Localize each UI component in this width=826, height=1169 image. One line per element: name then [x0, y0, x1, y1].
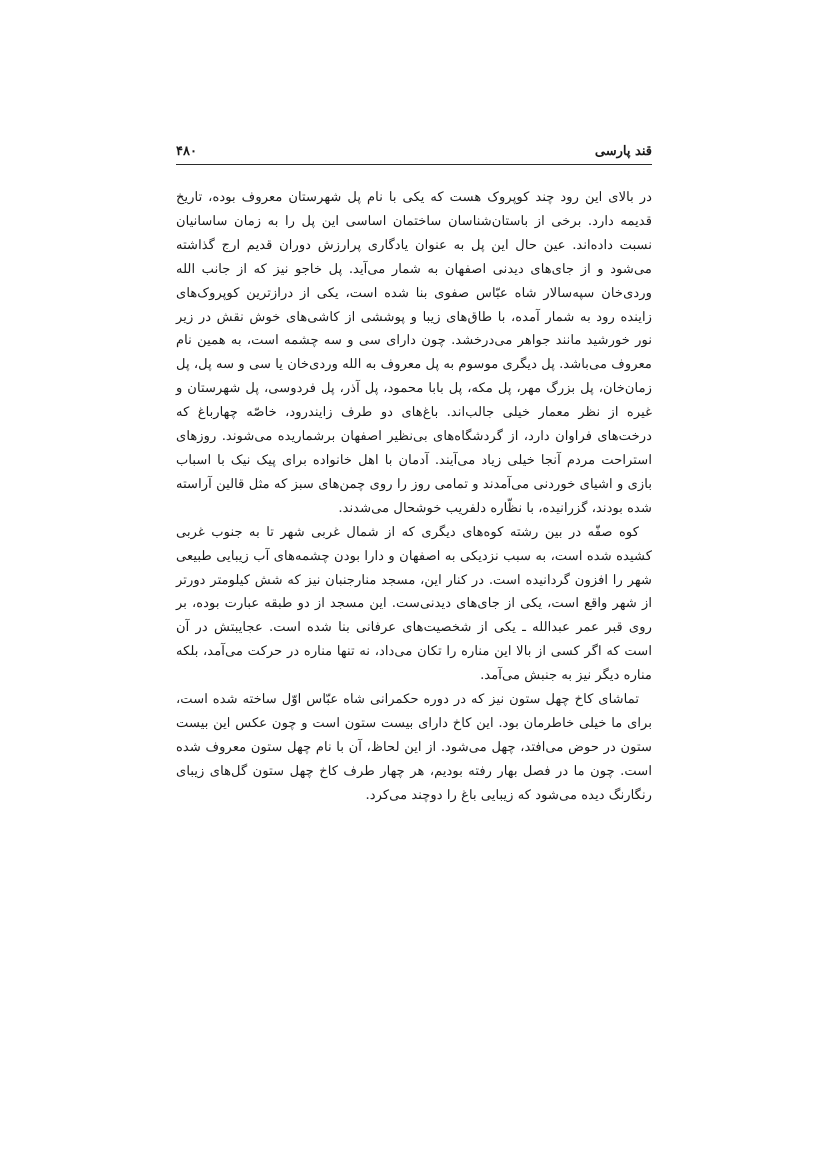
body-text [176, 186, 652, 808]
running-title: قند پارسی [594, 144, 652, 159]
page-number: ۴۸۰ [176, 144, 197, 159]
paragraph-3: تماشای کاخ چهل ستون نیز که در دوره حکمرانی شاه عبّاس اوّل ساخته شده است، برای ما خیلی خاطرمان بود. این کاخ دارای بیست ستون است و چون عکس این بیست ستون در حوض می‌افتد، چهل می‌شود. از این لحاظ، آن با نام چهل ستون معروف شده است. چون ما در فصل بهار رفته بودیم، هر چهار طرف کاخ چهل ستون گل‌های زیبای رنگارنگ دیده می‌شود که زیبایی باغ را دوچند می‌کرد. [176, 692, 652, 803]
paragraph-2: کوه صفّه در بین رشته کوه‌های دیگری که از شمال غربی شهر تا به جنوب غربی کشیده شده است، به سبب نزدیکی به اصفهان و دارا بودن چشمه‌های آب زیبایی طبیعی شهر را افزون گردانیده است. در کنار این، مسجد منارجنبان نیز که شش کیلومتر دورتر از شهر واقع است، یکی از جای‌های دیدنی‌ست. این مسجد از دو طبقه عبارت بوده، بر روی قبر عمر عبدالله ـ یکی از شخصیت‌های عرفانی بنا شده است. عجایبتش در آن است که اگر کسی از بالا این مناره را تکان می‌داد، نه تنها مناره در حرکت می‌آمد، بلکه مناره دیگر نیز به جنبش می‌آمد. [176, 524, 652, 684]
page-header [176, 142, 652, 165]
paragraph-1: در بالای این رود چند کوپروک هست که یکی با نام پل شهرستان معروف بوده، تاریخ قدیمه دارد. برخی از باستان‌شناسان ساختمان اساسی این پل را به زمان ساسانیان نسبت داده‌اند. عین حال این پل به عنوان یادگاری پرارزش دوران قدیم ارج گذاشته می‌شود و از جای‌های دیدنی اصفهان به شمار می‌آید. پل خاجو نیز که از جانب الله وردی‌خان سپه‌سالار شاه عبّاس صفوی بنا شده است، یکی از درازترین کوپروک‌های زاینده رود به شمار آمده، با طاق‌های زیبا و پوششی از کاشی‌های خوش نقش در زیر نور خورشید مانند جواهر می‌درخشد. چون دارای سی و سه چشمه است، به همین نام معروف می‌باشد. پل دیگری موسوم به پل معروف به الله وردی‌خان یا سی و سه پل، پل زمان‌خان، پل بزرگ مهر، پل مکه، پل بابا محمود، پل آذر، پل فردوسی، پل شهرستان و غیره از نظر معمار خیلی جالب‌اند. باغ‌های دو طرف زایندرود، خاصّه چهارباغ که درخت‌های فراوان دارد، از گردشگاه‌های بی‌نظیر اصفهان برشماریده می‌شوند. روزهای استراحت مردم آنجا خیلی زیاد می‌آیند. آدمان با اهل خانواده برای پیک نیک با اسباب بازی و اشیای خوردنی می‌آمدند و تمامی روز را روی چمن‌های سبز که مثل قالین آراسته شده بودند، گزرانیده، با نظّاره دلفریب خوشحال می‌شدند. [176, 190, 652, 516]
